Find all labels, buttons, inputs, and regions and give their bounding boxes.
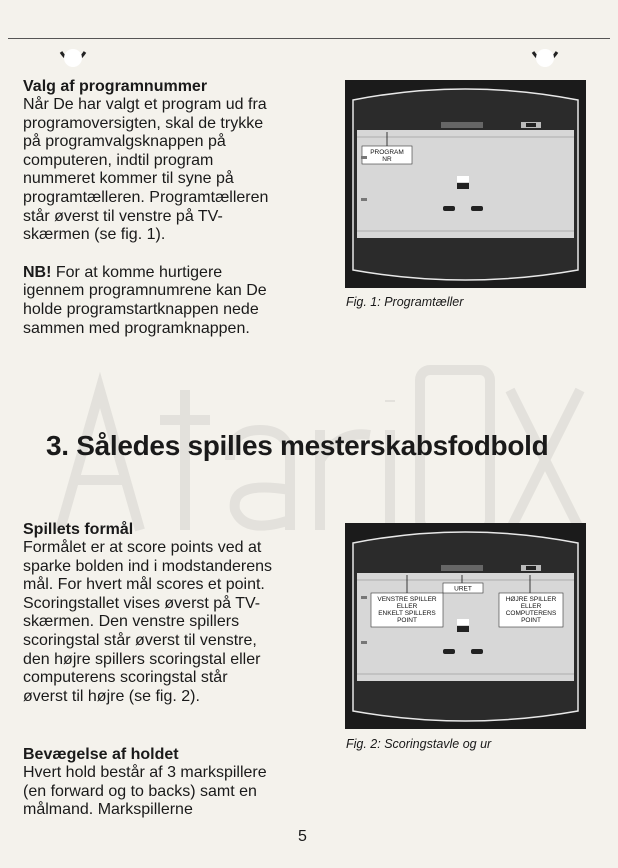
nb-body: For at komme hurtigere igennem programnumrene kan De holde programstartknappen nede sammen med programknappen. bbox=[23, 263, 267, 337]
section-game-objective bbox=[23, 520, 323, 706]
fig2-left-label-1: VENSTRE SPILLER bbox=[377, 596, 437, 603]
nb-paragraph bbox=[23, 264, 323, 338]
fig2-right-label-2: ELLER bbox=[520, 603, 542, 610]
fig1-label-line1: PROGRAM bbox=[370, 149, 404, 156]
binder-hole-icon bbox=[530, 44, 560, 74]
chapter-title: 3. Således spilles mesterskabsfodbold bbox=[46, 430, 549, 461]
nb-label: NB! bbox=[23, 263, 52, 281]
fig2-right-label-4: POINT bbox=[521, 617, 541, 624]
figure-1-tv-screen bbox=[345, 80, 586, 288]
section-body: Når De har valgt et program ud fra programoversigten, skal de trykke på programvalgsknappen på computeren, indtil program nummeret kommer til syne på programtælleren. Programtælleren står øverst til venstre på TV- skærmen (se fig. 1). bbox=[23, 96, 269, 244]
fig2-left-label-3: ENKELT SPILLERS bbox=[378, 610, 436, 617]
section-team-movement bbox=[23, 745, 323, 820]
section-body: Formålet er at score points ved at sparke bolden ind i modstanderens mål. For hvert mål scores et point. Scoringstallet vises øverst på TV- skærmen. Den venstre spillers scoringstal står øverst til venstre, den højre spillers scoringstal eller computerens scoringstal står øverst til højre (se fig. 2). bbox=[23, 539, 273, 705]
figure-1-caption: Fig. 1: Programtæller bbox=[346, 295, 464, 309]
fig2-left-label-4: POINT bbox=[397, 617, 417, 624]
section-heading: Valg af programnummer bbox=[23, 78, 208, 95]
section-program-number bbox=[23, 77, 323, 338]
section-heading: Bevægelse af holdet bbox=[23, 746, 179, 763]
header-rule bbox=[8, 38, 610, 39]
section-heading: Spillets formål bbox=[23, 521, 134, 538]
fig1-label-line2: NR bbox=[382, 156, 392, 163]
fig2-right-label-1: HØJRE SPILLER bbox=[505, 596, 557, 603]
fig2-right-label-3: COMPUTERENS bbox=[505, 610, 557, 617]
figure-2-tv-screen bbox=[345, 523, 586, 729]
binder-hole-icon bbox=[58, 44, 88, 74]
section-body: Hvert hold består af 3 markspillere (en forward og to backs) samt en målmand. Markspillerne bbox=[23, 764, 267, 819]
page-number: 5 bbox=[298, 828, 307, 845]
fig2-clock-label: URET bbox=[454, 585, 472, 593]
fig2-left-label-2: ELLER bbox=[396, 603, 418, 610]
figure-2-caption: Fig. 2: Scoringstavle og ur bbox=[346, 737, 492, 751]
